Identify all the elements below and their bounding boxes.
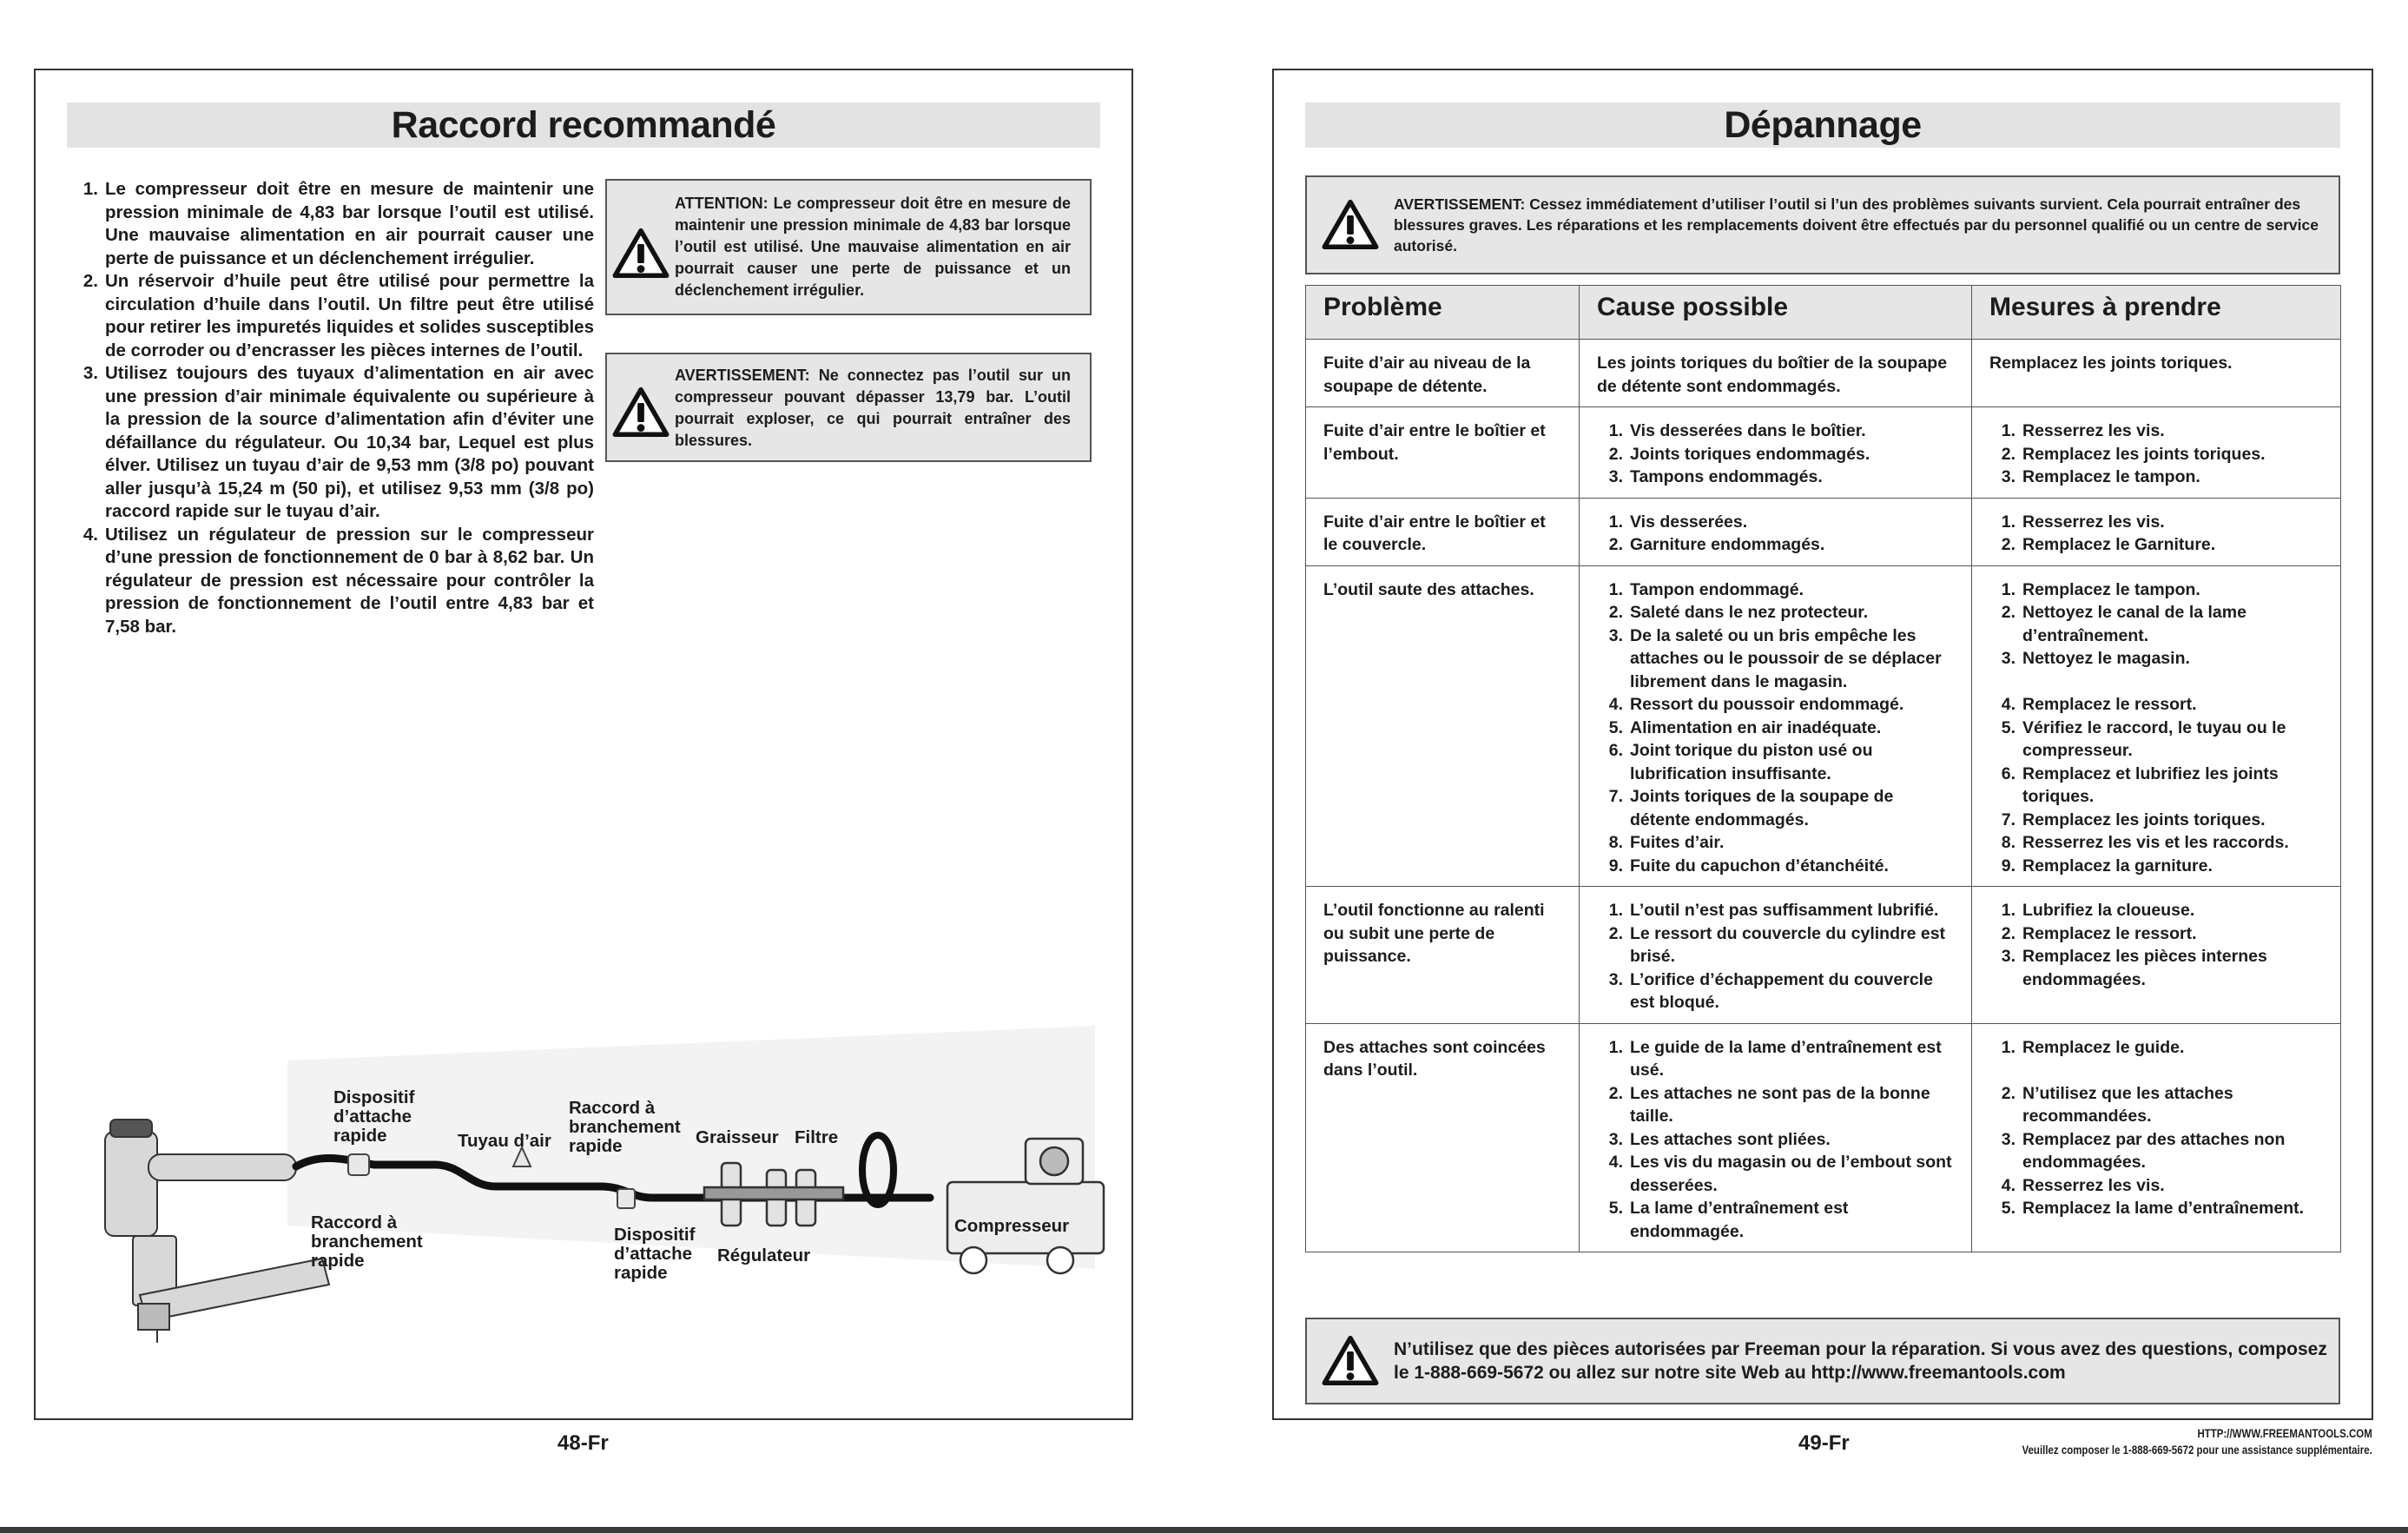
list-item	[1989, 466, 2325, 489]
instruction-text: Le compresseur doit être en mesure de maintenir une pression minimale de 4,83 bar lorsque l’outil est utilisé. Une mauvaise alimentation en air pourrait causer une perte de puissance et un déclenchement irrégulier.	[105, 179, 594, 268]
page-number-left: 48-Fr	[557, 1431, 609, 1455]
action-cell: Remplacez les joints toriques.	[1972, 340, 2341, 407]
list-item	[1597, 466, 1956, 489]
list-item	[1989, 420, 2325, 443]
list-item	[1989, 601, 2325, 647]
item-number: 5.	[2001, 1199, 2015, 1218]
item-number: 2.	[2001, 923, 2015, 943]
item-number: 3.	[2001, 467, 2015, 486]
item-number: 2.	[1608, 923, 1623, 943]
problem-cell: Fuite d’air entre le boîtier et le couvercle.	[1306, 498, 1580, 565]
instruction-item	[69, 178, 594, 270]
list-item	[1597, 624, 1956, 694]
warning-note	[605, 353, 1092, 462]
item-text: Tampons endommagés.	[1630, 467, 1823, 486]
label-dispositif-1: Dispositif d’attache rapide	[333, 1087, 415, 1146]
instruction-number: 4.	[82, 524, 98, 545]
item-text: Remplacez le Garniture.	[2022, 535, 2216, 554]
item-text: La lame d’entraînement est endommagée.	[1630, 1199, 1849, 1241]
table-row	[1306, 887, 2341, 1024]
instruction-item	[69, 270, 594, 362]
label-raccord-1: Raccord à branchement rapide	[311, 1213, 423, 1271]
list-item	[1597, 855, 1956, 878]
list-item	[1989, 831, 2325, 855]
list-item	[1597, 1197, 1956, 1243]
item-number: 3.	[2001, 649, 2015, 668]
list-item	[1989, 945, 2325, 991]
instruction-text: Utilisez toujours des tuyaux d’alimentation en air avec une pression d’air minimale équivalente ou supérieure à la pression de la source d’alimentation afin d’éviter une défaillance du régulateur. Ou 10,34 bar, Lequel est plus élver. Utilisez un tuyau d’air de 9,53 mm (3/8 po) pouvant aller jusqu’à 15,24 m (50 pi), et utilisez 9,53 mm (3/8 po) raccord rapide sur le tuyau d’air.	[105, 363, 594, 521]
left-page	[34, 69, 1133, 1420]
list-item	[1989, 1197, 2325, 1220]
label-raccord-2: Raccord à branchement rapide	[569, 1098, 681, 1156]
item-number: 3.	[1608, 625, 1623, 645]
item-number: 9.	[2001, 856, 2015, 876]
item-number: 3.	[1608, 467, 1623, 486]
item-number: 1.	[1608, 1037, 1623, 1057]
action-cell	[1972, 407, 2341, 499]
list-item	[1597, 922, 1956, 968]
list-item	[1989, 922, 2325, 946]
action-cell	[1972, 498, 2341, 565]
list-item	[1989, 899, 2325, 922]
cause-cell	[1580, 887, 1972, 1024]
warning-icon	[1307, 199, 1394, 251]
item-number: 4.	[2001, 1175, 2015, 1195]
item-text: Remplacez la lame d’entraînement.	[2022, 1199, 2305, 1218]
item-number: 2.	[2001, 444, 2015, 464]
right-page	[1272, 69, 2373, 1420]
item-number: 7.	[1608, 787, 1623, 806]
label-graisseur: Graisseur	[696, 1127, 779, 1147]
table-row	[1306, 1023, 2341, 1252]
item-number: 1.	[1608, 421, 1623, 440]
instruction-item	[69, 362, 594, 524]
item-number: 6.	[1608, 741, 1623, 760]
item-number: 8.	[2001, 833, 2015, 852]
item-text: Vis desserées.	[1630, 512, 1748, 532]
item-text: Garniture endommagés.	[1630, 535, 1825, 554]
list-item	[1597, 693, 1956, 717]
label-compresseur: Compresseur	[954, 1216, 1070, 1236]
list-item	[1989, 1082, 2325, 1128]
item-number: 3.	[2001, 947, 2015, 966]
item-text: Remplacez la garniture.	[2022, 856, 2213, 876]
list-item	[1989, 578, 2325, 602]
list-item	[1989, 443, 2325, 466]
item-number: 4.	[2001, 695, 2015, 714]
instruction-number: 1.	[82, 179, 98, 199]
list-item	[1597, 1151, 1956, 1197]
item-number: 1.	[2001, 579, 2015, 599]
item-text: Remplacez les joints toriques.	[2022, 444, 2266, 464]
item-number: 6.	[2001, 763, 2015, 783]
header-probleme: Problème	[1306, 286, 1580, 340]
warning-icon	[607, 365, 675, 460]
label-filtre: Filtre	[795, 1127, 839, 1147]
item-text: Tampon endommagé.	[1630, 579, 1804, 599]
list-item	[1597, 739, 1956, 785]
item-number: 4.	[1608, 1153, 1623, 1172]
item-number: 3.	[2001, 1129, 2015, 1149]
parts-note-text: N’utilisez que des pièces autorisées par Freeman pour la réparation. Si vous avez des questions, composez le 1-888-669-5672 ou allez sur notre site Web au http://www.freemantools.com	[1394, 1339, 2327, 1383]
item-text: Remplacez le tampon.	[2022, 579, 2200, 599]
list-item	[1597, 785, 1956, 831]
item-number: 5.	[1608, 717, 1623, 737]
page-title: Raccord recommandé	[67, 102, 1100, 148]
troubleshooting-table	[1305, 285, 2341, 1252]
item-text: Joints toriques de la soupape de détente endommagés.	[1630, 787, 1894, 829]
list-item	[1597, 420, 1956, 443]
item-number: 1.	[2001, 421, 2015, 440]
cause-cell: Les joints toriques du boîtier de la soupape de détente sont endommagés.	[1580, 340, 1972, 407]
item-text: Remplacez les joints toriques.	[2022, 809, 2266, 829]
header-mesures: Mesures à prendre	[1972, 286, 2341, 340]
list-item	[1597, 968, 1956, 1014]
label-tuyau: Tuyau d’air	[458, 1131, 551, 1151]
item-text: Joint torique du piston usé ou lubrification insuffisante.	[1630, 741, 1873, 783]
list-item	[1597, 717, 1956, 740]
item-number: 1.	[1608, 901, 1623, 920]
item-text: Vérifiez le raccord, le tuyau ou le compresseur.	[2022, 717, 2286, 760]
action-cell	[1972, 887, 2341, 1024]
attention-note-text: ATTENTION: Le compresseur doit être en mesure de maintenir une pression minimale de 4,83 bar lorsque l’outil est utilisé. Une mauvaise alimentation en air pourrait causer une perte de puissance et un déclenchement irrégulier.	[675, 195, 1071, 299]
item-number: 2.	[1608, 1083, 1623, 1103]
item-number: 5.	[1608, 1199, 1623, 1218]
table-row	[1306, 340, 2341, 407]
cause-cell	[1580, 565, 1972, 887]
item-number: 4.	[1608, 695, 1623, 714]
item-text: Fuites d’air.	[1630, 833, 1725, 852]
item-number: 3.	[1608, 969, 1623, 989]
list-item	[1597, 578, 1956, 602]
list-item	[1597, 831, 1956, 855]
item-text: Resserrez les vis.	[2022, 421, 2165, 440]
list-item	[1597, 1082, 1956, 1128]
instruction-number: 2.	[82, 271, 98, 291]
problem-cell: Fuite d’air au niveau de la soupape de détente.	[1306, 340, 1580, 407]
parts-note	[1305, 1318, 2340, 1404]
problem-cell: L’outil saute des attaches.	[1306, 565, 1580, 887]
item-text: Remplacez le ressort.	[2022, 923, 2197, 943]
page-title: Dépannage	[1305, 102, 2340, 148]
instruction-item	[69, 524, 594, 639]
list-item	[1989, 693, 2325, 717]
action-cell	[1972, 1023, 2341, 1252]
item-text: Remplacez par des attaches non endommagées.	[2022, 1129, 2286, 1172]
instruction-text: Un réservoir d’huile peut être utilisé pour permettre la circulation d’huile dans l’outil. Un filtre peut être utilisé pour retirer les impuretés liquides et solides susceptibles de corroder ou d’encrasser les pièces internes de l’outil.	[105, 271, 594, 360]
list-item	[1989, 1174, 2325, 1198]
warning-note-text: AVERTISSEMENT: Ne connectez pas l’outil sur un compresseur pouvant dépasser 13,79 bar. L’outil pourrait exploser, ce qui pourrait entraîner des blessures.	[675, 367, 1071, 449]
item-text: Les attaches ne sont pas de la bonne taille.	[1630, 1083, 1930, 1126]
list-item	[1597, 533, 1956, 557]
item-number: 2.	[1608, 444, 1623, 464]
action-cell	[1972, 565, 2341, 887]
item-text: Les attaches sont pliées.	[1630, 1129, 1831, 1149]
item-number: 1.	[2001, 1037, 2015, 1057]
item-text: Les vis du magasin ou de l’embout sont desserées.	[1630, 1153, 1952, 1195]
item-text: Alimentation en air inadéquate.	[1630, 717, 1882, 737]
item-number: 1.	[2001, 901, 2015, 920]
item-number: 1.	[1608, 579, 1623, 599]
list-item	[1989, 647, 2325, 671]
item-text: Saleté dans le nez protecteur.	[1630, 603, 1869, 622]
cause-cell	[1580, 498, 1972, 565]
item-text: De la saleté ou un bris empêche les attaches ou le poussoir de se déplacer librement dans le magasin.	[1630, 625, 1942, 691]
label-dispositif-2: Dispositif d’attache rapide	[614, 1225, 696, 1283]
page-number-right: 49-Fr	[1798, 1431, 1850, 1455]
item-number: 5.	[2001, 717, 2015, 737]
item-text: Nettoyez le magasin.	[2022, 649, 2190, 668]
item-text: Remplacez le ressort.	[2022, 695, 2197, 714]
item-text: Joints toriques endommagés.	[1630, 444, 1870, 464]
troubleshooting-warning-text: AVERTISSEMENT: Cessez immédiatement d’utiliser l’outil si l’un des problèmes suivants survient. Cela pourrait entraîner des blessures graves. Les réparations et les remplacements doivent être effectués par du personnel qualifié ou un centre de service autorisé.	[1394, 195, 2319, 254]
problem-cell: L’outil fonctionne au ralenti ou subit une perte de puissance.	[1306, 887, 1580, 1024]
attention-note	[605, 179, 1092, 315]
item-text: Le guide de la lame d’entraînement est usé.	[1630, 1037, 1942, 1080]
troubleshooting-warning	[1305, 175, 2340, 274]
list-item	[1989, 1128, 2325, 1174]
list-item	[1989, 1036, 2325, 1060]
problem-cell: Des attaches sont coincées dans l’outil.	[1306, 1023, 1580, 1252]
item-text: Le ressort du couvercle du cylindre est brisé.	[1630, 923, 1946, 966]
list-item	[1989, 533, 2325, 557]
item-text: Resserrez les vis et les raccords.	[2022, 833, 2289, 852]
item-number: 2.	[2001, 535, 2015, 554]
item-text: Resserrez les vis.	[2022, 1175, 2165, 1195]
item-text: Remplacez les pièces internes endommagées.	[2022, 947, 2267, 989]
website-url: HTTP://WWW.FREEMANTOOLS.COM	[2197, 1426, 2372, 1440]
item-text: N’utilisez que les attaches recommandées.	[2022, 1083, 2233, 1126]
item-number: 7.	[2001, 809, 2015, 829]
item-number: 8.	[1608, 833, 1623, 852]
table-row	[1306, 407, 2341, 499]
air-connection-diagram	[62, 1008, 1130, 1356]
instruction-text: Utilisez un régulateur de pression sur le compresseur d’une pression de fonctionnement de 0 bar à 8,62 bar. Un régulateur de pression est nécessaire pour contrôler la pression de fonctionnement de l’outil entre 4,83 bar et 7,58 bar.	[105, 524, 594, 637]
list-item	[1989, 855, 2325, 878]
problem-cell: Fuite d’air entre le boîtier et l’embout.	[1306, 407, 1580, 499]
list-item	[1989, 809, 2325, 832]
table-row	[1306, 565, 2341, 887]
list-item	[1989, 717, 2325, 763]
item-text: Remplacez le tampon.	[2022, 467, 2200, 486]
instruction-list	[69, 178, 594, 638]
item-number: 9.	[1608, 856, 1623, 876]
item-text: Fuite du capuchon d’étanchéité.	[1630, 856, 1889, 876]
item-text: Remplacez le guide.	[2022, 1037, 2185, 1057]
item-text: Resserrez les vis.	[2022, 512, 2165, 532]
list-item	[1597, 601, 1956, 624]
cause-cell	[1580, 1023, 1972, 1252]
item-text: Ressort du poussoir endommagé.	[1630, 695, 1904, 714]
list-item	[1989, 763, 2325, 809]
air-line-illustration	[62, 1008, 1130, 1356]
list-item	[1989, 511, 2325, 534]
contact-info	[2022, 1425, 2372, 1458]
item-number: 1.	[2001, 512, 2015, 532]
table-row	[1306, 498, 2341, 565]
phone-assistance: Veuillez composer le 1-888-669-5672 pour une assistance supplémentaire.	[2022, 1443, 2372, 1457]
item-number: 3.	[1608, 1129, 1623, 1149]
item-text: Remplacez et lubrifiez les joints toriques.	[2022, 763, 2279, 806]
cause-cell	[1580, 407, 1972, 499]
list-item	[1597, 511, 1956, 534]
list-item	[1597, 1128, 1956, 1152]
item-number: 2.	[2001, 1083, 2015, 1103]
label-regulateur: Régulateur	[717, 1246, 811, 1265]
item-text: L’orifice d’échappement du couvercle est bloqué.	[1630, 969, 1933, 1012]
item-text: Nettoyez le canal de la lame d’entraînement.	[2022, 603, 2246, 645]
item-text: Lubrifiez la cloueuse.	[2022, 901, 2195, 920]
list-item	[1597, 899, 1956, 922]
warning-icon	[607, 193, 675, 314]
item-text: Vis desserées dans le boîtier.	[1630, 421, 1866, 440]
bottom-border	[0, 1527, 2408, 1533]
header-cause: Cause possible	[1580, 286, 1972, 340]
item-number: 2.	[1608, 603, 1623, 622]
instruction-number: 3.	[82, 363, 98, 383]
list-item	[1597, 443, 1956, 466]
warning-icon	[1307, 1335, 1394, 1387]
list-item	[1597, 1036, 1956, 1082]
item-text: L’outil n’est pas suffisamment lubrifié.	[1630, 901, 1939, 920]
item-number: 1.	[1608, 512, 1623, 532]
item-number: 2.	[2001, 603, 2015, 622]
item-number: 2.	[1608, 535, 1623, 554]
